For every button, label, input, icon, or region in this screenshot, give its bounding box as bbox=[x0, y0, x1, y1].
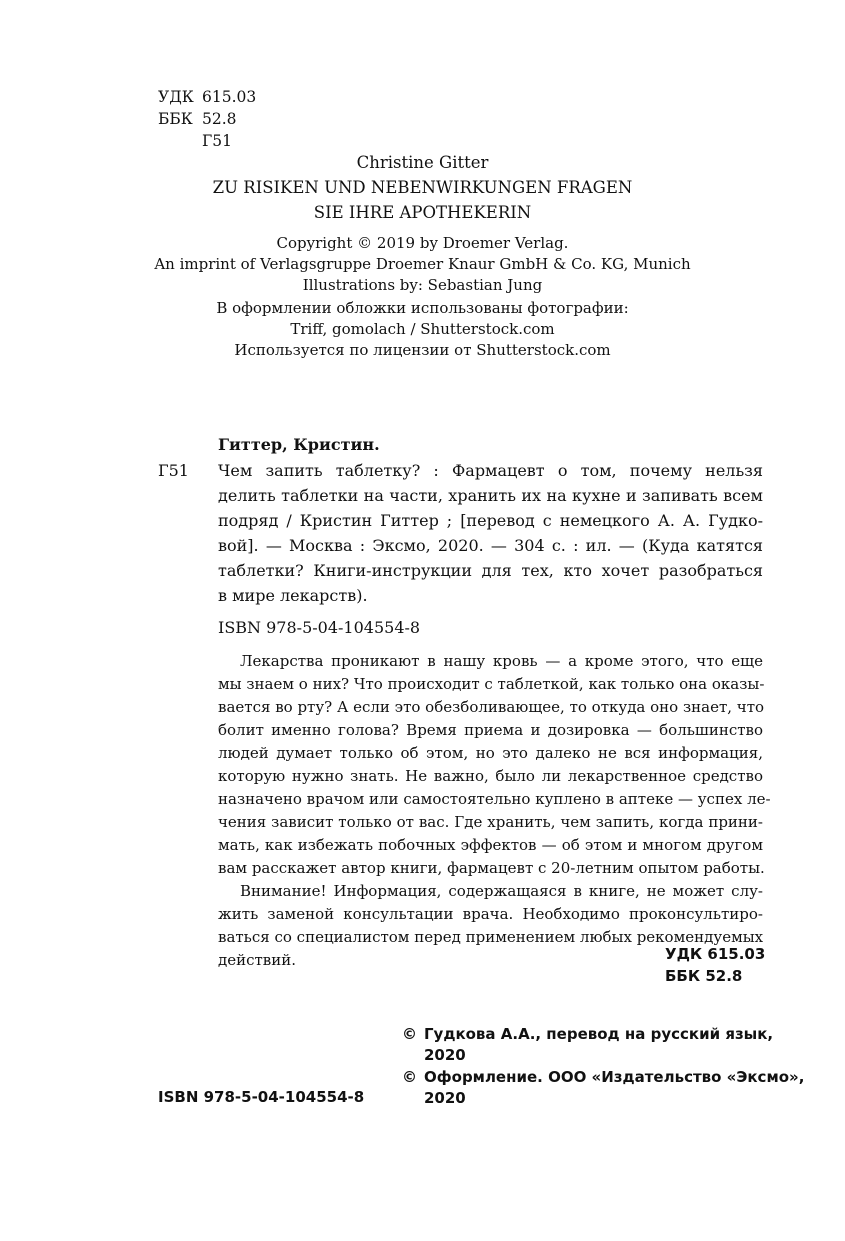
annotation bbox=[218, 650, 771, 972]
description-line: делить таблетки на части, хранить их на кухне и запивать всем bbox=[218, 486, 763, 505]
bibliography-author: Гиттер, Кристин. bbox=[218, 435, 380, 454]
annotation-line: мать, как избежать побочных эффектов — об этом и многом другом bbox=[218, 836, 763, 854]
rights-text: Гудкова А.А., перевод на русский язык, bbox=[424, 1025, 774, 1043]
bibliography-isbn: ISBN 978-5-04-104554-8 bbox=[218, 618, 421, 637]
bbk-value: 52.8 bbox=[202, 110, 237, 128]
cover-credit-line: Используется по лицензии от Shutterstock.com bbox=[234, 341, 611, 359]
bbk-label: ББК bbox=[158, 110, 193, 128]
cover-credit-line: В оформлении обложки использованы фотографии: bbox=[216, 299, 629, 317]
description-line: в мире лекарств). bbox=[218, 586, 368, 605]
annotation-line: назначено врачом или самостоятельно куплено в аптеке — успех ле- bbox=[218, 790, 771, 808]
original-title-line-1: ZU RISIKEN UND NEBENWIRKUNGEN FRAGEN bbox=[212, 178, 633, 197]
annotation-line: вается во рту? А если это обезболивающее, то откуда оно знает, что bbox=[218, 698, 765, 716]
bibliography-description bbox=[218, 458, 763, 608]
bottom-isbn: ISBN 978-5-04-104554-8 bbox=[158, 1088, 365, 1106]
udk-value: 615.03 bbox=[202, 88, 257, 106]
annotation-line: вам расскажет автор книги, фармацевт с 20-летним опытом работы. bbox=[218, 859, 765, 877]
rights-item bbox=[402, 1024, 804, 1066]
bibliography-code: Г51 bbox=[158, 461, 189, 480]
description-line: Чем запить таблетку? : Фармацевт о том, почему нельзя bbox=[218, 461, 763, 480]
annotation-line: мы знаем о них? Что происходит с таблеткой, как только она оказы- bbox=[218, 675, 765, 693]
annotation-line: чения зависит только от вас. Где хранить, чем запить, когда прини- bbox=[218, 813, 763, 831]
cover-credits-block bbox=[0, 298, 845, 361]
copyright-block bbox=[0, 233, 845, 296]
description-line: вой]. — Москва : Эксмо, 2020. — 304 с. : ил. — (Куда катятся bbox=[218, 536, 763, 555]
copyright-symbol: © bbox=[402, 1068, 417, 1086]
description-line: подряд / Кристин Гиттер ; [перевод с немецкого А. А. Гудко- bbox=[218, 511, 763, 530]
udk-row bbox=[158, 86, 256, 108]
annotation-line: людей думает только об этом, но это далеко не вся информация, bbox=[218, 744, 763, 762]
author-sign: Г51 bbox=[202, 132, 232, 150]
rights-notices bbox=[402, 1024, 804, 1110]
illustrations-line: Illustrations by: Sebastian Jung bbox=[302, 276, 543, 294]
rights-year: 2020 bbox=[424, 1046, 466, 1064]
rights-item bbox=[402, 1067, 804, 1109]
annotation-line: Внимание! Информация, содержащаяся в книге, не может слу- bbox=[240, 882, 763, 900]
bottom-bbk: ББК 52.8 bbox=[665, 967, 743, 985]
copyright-symbol: © bbox=[402, 1025, 417, 1043]
annotation-line: Лекарства проникают в нашу кровь — а кроме этого, что еще bbox=[240, 652, 763, 670]
author-sign-row bbox=[158, 130, 256, 152]
copyright-line: Copyright © 2019 by Droemer Verlag. bbox=[276, 234, 569, 252]
cover-credit-line: Triff, gomolach / Shutterstock.com bbox=[290, 320, 555, 338]
original-title-line-2: SIE IHRE APOTHEKERIN bbox=[313, 203, 532, 222]
annotation-line: ваться со специалистом перед применением любых рекомендуемых bbox=[218, 928, 764, 946]
udk-label: УДК bbox=[158, 88, 194, 106]
annotation-line: действий. bbox=[218, 951, 297, 969]
original-author: Christine Gitter bbox=[356, 153, 489, 172]
original-title-block bbox=[0, 150, 845, 225]
description-line: таблетки? Книги-инструкции для тех, кто хочет разобраться bbox=[218, 561, 763, 580]
bottom-classification-codes bbox=[665, 943, 765, 987]
rights-year: 2020 bbox=[424, 1089, 466, 1107]
bottom-udk: УДК 615.03 bbox=[665, 945, 766, 963]
annotation-line: которую нужно знать. Не важно, было ли лекарственное средство bbox=[218, 767, 763, 785]
bibliography-record bbox=[218, 432, 771, 972]
annotation-line: жить заменой консультации врача. Необходимо проконсультиро- bbox=[218, 905, 763, 923]
bbk-row bbox=[158, 108, 256, 130]
annotation-line: болит именно голова? Время приема и дозировка — большинство bbox=[218, 721, 763, 739]
classification-codes bbox=[158, 86, 256, 152]
rights-text: Оформление. ООО «Издательство «Эксмо», bbox=[424, 1068, 805, 1086]
imprint-line: An imprint of Verlagsgruppe Droemer Knaur GmbH & Co. KG, Munich bbox=[154, 255, 691, 273]
